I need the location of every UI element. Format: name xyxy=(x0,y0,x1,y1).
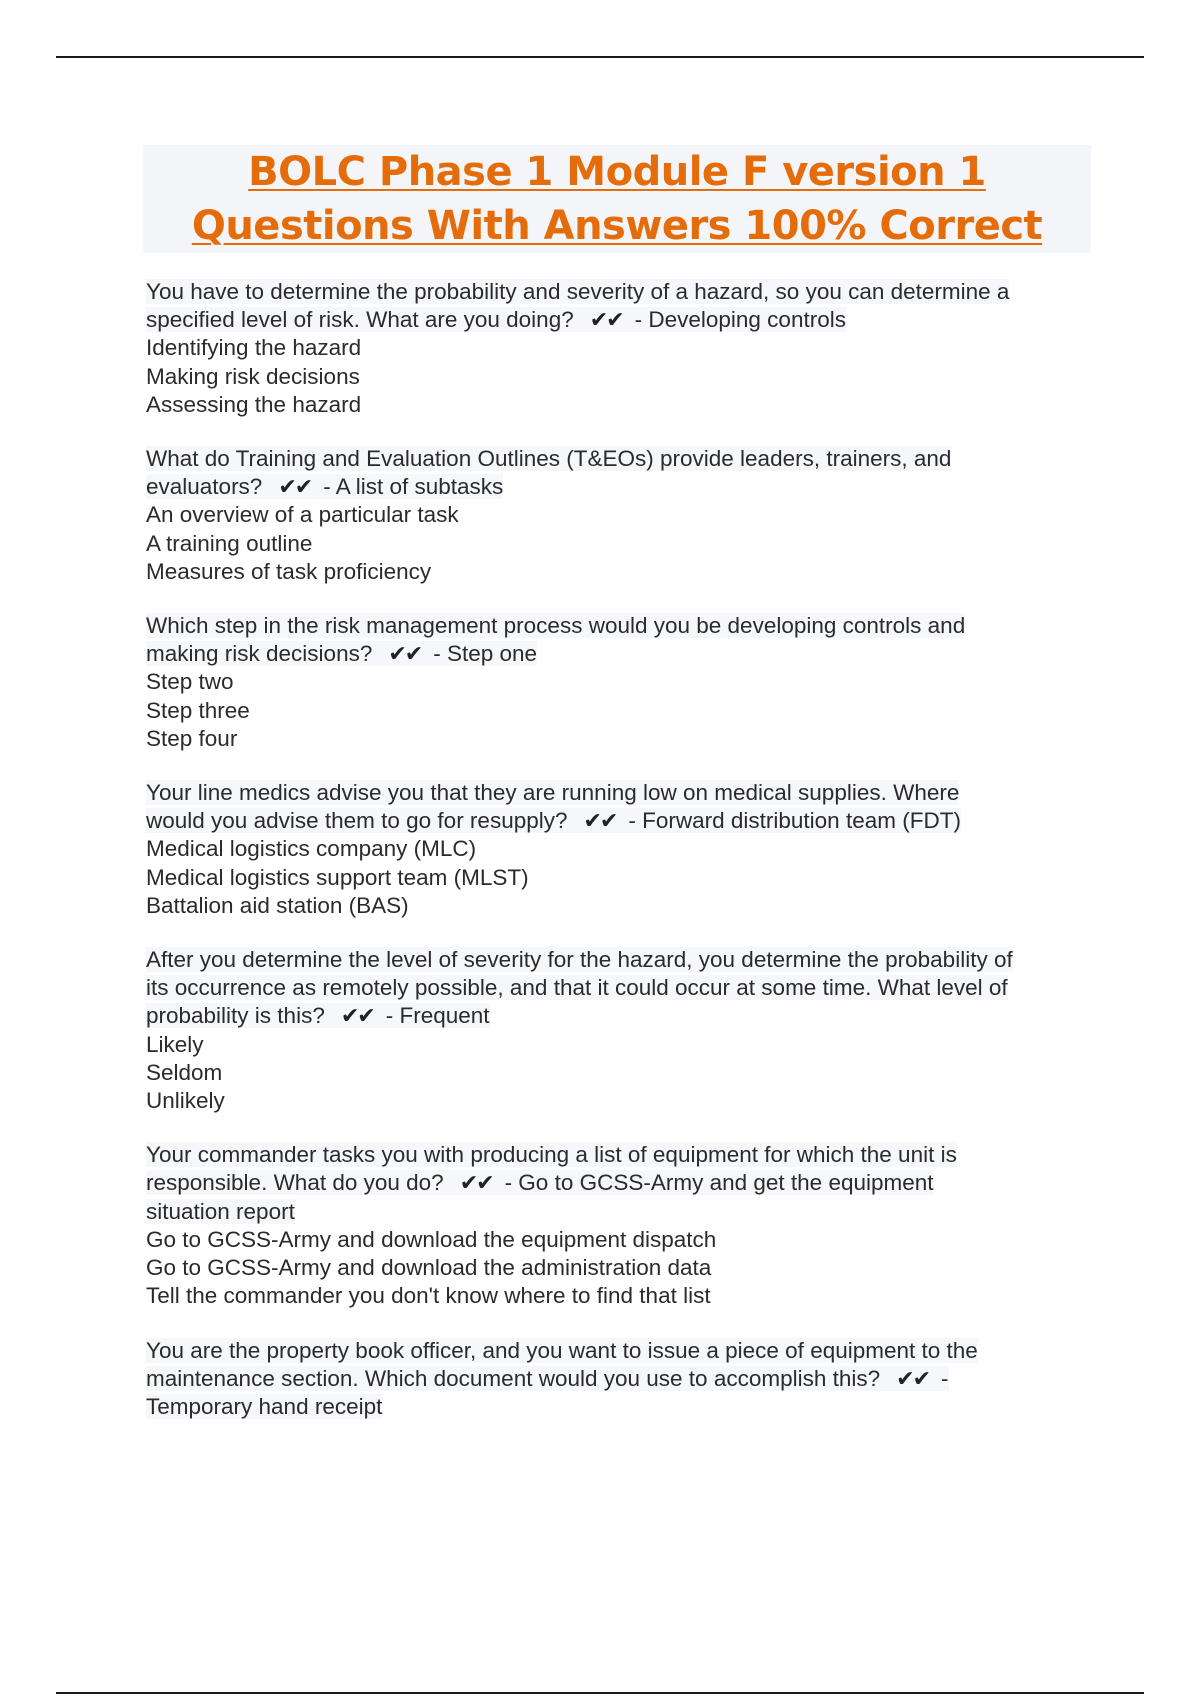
question-answer-line xyxy=(146,1002,1106,1030)
question-answer-highlight xyxy=(146,474,503,499)
question-text: its occurrence as remotely possible, and that it could occur at some time. What level of xyxy=(146,975,1008,1001)
question-answer-line xyxy=(146,1365,1106,1393)
question-text: Your commander tasks you with producing a list of equipment for which the unit is xyxy=(146,1142,957,1168)
question-text: You are the property book officer, and you want to issue a piece of equipment to the xyxy=(146,1337,978,1363)
question-block xyxy=(146,1337,1106,1422)
question-text: You have to determine the probability and severity of a hazard, so you can determine a xyxy=(146,279,1010,304)
checkmark-icon: ✔✔ xyxy=(388,641,422,667)
question-block xyxy=(146,946,1106,1115)
question-answer-highlight xyxy=(146,1003,490,1028)
answer-option: Step two xyxy=(146,669,234,695)
checkmark-icon: ✔✔ xyxy=(589,307,623,333)
answer-option: Medical logistics company (MLC) xyxy=(146,836,477,862)
footer-rule xyxy=(56,1692,1144,1694)
answer-option: Step three xyxy=(146,697,250,723)
question-answer-line xyxy=(146,306,1106,334)
question-block xyxy=(146,278,1106,419)
correct-answer: - Step one xyxy=(433,641,538,667)
question-text: probability is this? xyxy=(146,1003,325,1029)
answer-option: Seldom xyxy=(146,1059,223,1085)
checkmark-icon: ✔✔ xyxy=(278,474,312,500)
checkmark-icon: ✔✔ xyxy=(896,1365,930,1391)
question-text: What do Training and Evaluation Outlines (T&EOs) provide leaders, trainers, and xyxy=(146,446,952,472)
question-block xyxy=(146,779,1106,920)
answer-option: Battalion aid station (BAS) xyxy=(146,892,409,918)
question-text-line xyxy=(146,779,1106,807)
question-text: After you determine the level of severity for the hazard, you determine the probability of xyxy=(146,947,1013,973)
answer-option: Medical logistics support team (MLST) xyxy=(146,864,529,890)
correct-answer-text: Temporary hand receipt xyxy=(146,1393,383,1419)
question-text: specified level of risk. What are you doing? xyxy=(146,307,574,333)
question-text: would you advise them to go for resupply? xyxy=(146,808,568,834)
question-text-line xyxy=(146,946,1106,974)
question-answer-line xyxy=(146,807,1106,835)
checkmark-icon: ✔✔ xyxy=(459,1170,493,1196)
answer-option: An overview of a particular task xyxy=(146,502,459,528)
question-text-line xyxy=(146,445,1106,473)
questions-list xyxy=(146,278,1106,1447)
question-answer-highlight xyxy=(146,641,537,666)
answer-option: Tell the commander you don't know where to find that list xyxy=(146,1283,711,1309)
checkmark-icon: ✔✔ xyxy=(340,1003,374,1029)
question-text-line xyxy=(146,278,1106,306)
question-text-line xyxy=(146,612,1106,640)
correct-answer: - A list of subtasks xyxy=(323,474,504,500)
question-text: making risk decisions? xyxy=(146,641,373,667)
question-text: Which step in the risk management process would you be developing controls and xyxy=(146,613,966,639)
document-title xyxy=(143,145,1091,253)
question-answer-highlight xyxy=(146,1366,949,1391)
question-text: Your line medics advise you that they are running low on medical supplies. Where xyxy=(146,780,960,806)
question-answer-line xyxy=(146,1169,1106,1197)
title-line-2: Questions With Answers 100% Correct xyxy=(191,203,1043,249)
question-text: maintenance section. Which document would you use to accomplish this? xyxy=(146,1365,881,1391)
question-answer-highlight xyxy=(146,307,846,332)
answer-option: Step four xyxy=(146,725,238,751)
answer-option: Identifying the hazard xyxy=(146,335,362,361)
question-answer-line xyxy=(146,640,1106,668)
question-text-line xyxy=(146,974,1106,1002)
question-text-line xyxy=(146,1141,1106,1169)
answer-option: Go to GCSS-Army and download the administration data xyxy=(146,1255,712,1281)
correct-answer: - xyxy=(941,1365,949,1391)
checkmark-icon: ✔✔ xyxy=(583,808,617,834)
answer-option: Likely xyxy=(146,1031,204,1057)
correct-answer: - Go to GCSS-Army and get the equipment xyxy=(504,1170,934,1196)
question-block xyxy=(146,445,1106,586)
answer-option: Assessing the hazard xyxy=(146,391,362,417)
question-block xyxy=(146,612,1106,753)
question-answer-highlight xyxy=(146,808,961,833)
answer-option: A training outline xyxy=(146,530,313,556)
question-block xyxy=(146,1141,1106,1310)
question-text: responsible. What do you do? xyxy=(146,1170,444,1196)
correct-answer: - Developing controls xyxy=(634,307,846,333)
answer-option: Measures of task proficiency xyxy=(146,558,432,584)
question-text-line xyxy=(146,1337,1106,1365)
question-text: evaluators? xyxy=(146,474,263,500)
correct-answer: - Frequent xyxy=(385,1003,490,1029)
answer-option: Making risk decisions xyxy=(146,363,360,389)
correct-answer-text: situation report xyxy=(146,1198,295,1224)
answer-option: Go to GCSS-Army and download the equipment dispatch xyxy=(146,1226,717,1252)
header-rule xyxy=(56,56,1144,58)
correct-answer-continued xyxy=(146,1393,1106,1421)
answer-option: Unlikely xyxy=(146,1088,225,1114)
title-line-1: BOLC Phase 1 Module F version 1 xyxy=(248,149,986,195)
correct-answer-continued xyxy=(146,1198,1106,1226)
question-answer-line xyxy=(146,473,1106,501)
question-answer-highlight xyxy=(146,1170,934,1195)
correct-answer: - Forward distribution team (FDT) xyxy=(628,808,961,834)
